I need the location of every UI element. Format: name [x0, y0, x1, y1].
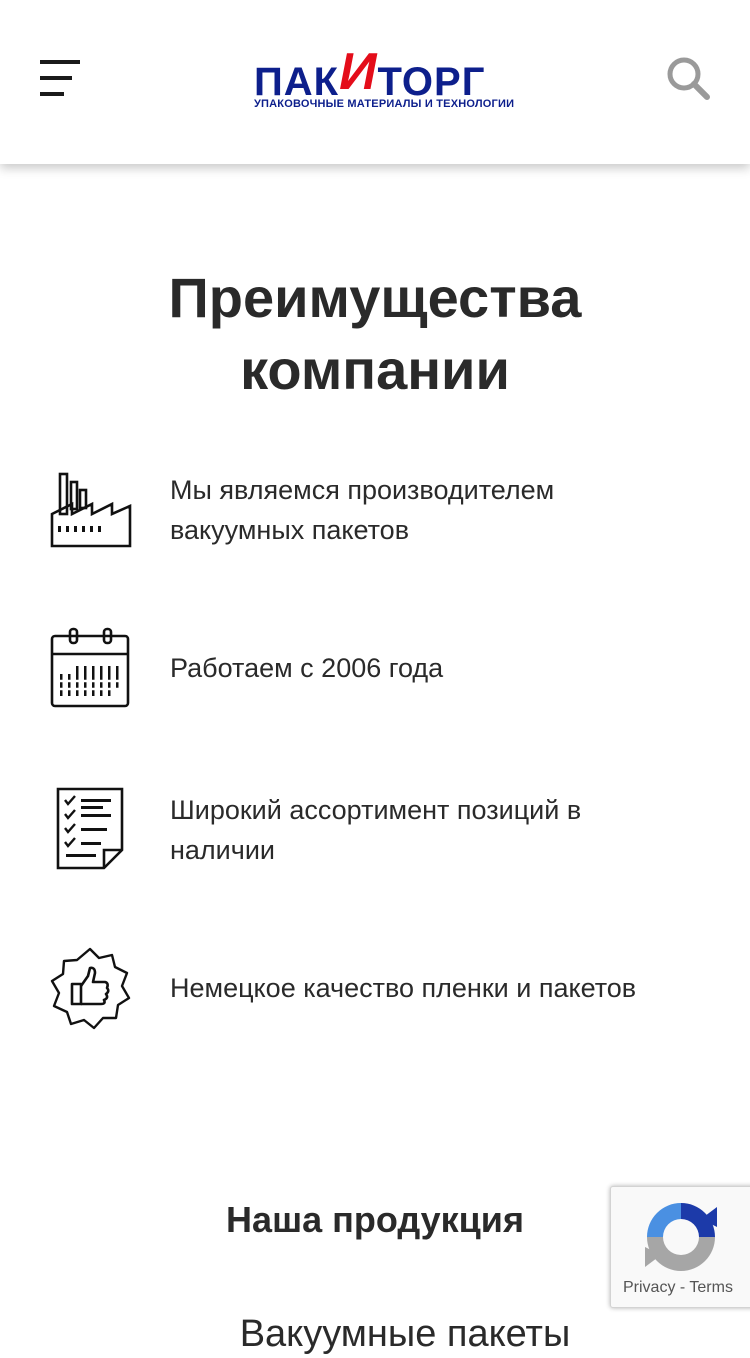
- logo-wordmark: ПАКИТОРГ: [254, 43, 486, 104]
- advantages-title: Преимущества компании: [168, 266, 582, 401]
- site-logo[interactable]: [254, 42, 515, 116]
- logo-tagline: УПАКОВОЧНЫЕ МАТЕРИАЛЫ И ТЕХНОЛОГИИ: [254, 98, 515, 110]
- calendar-icon: [48, 626, 132, 710]
- advantage-item: [0, 624, 750, 734]
- search-button[interactable]: [664, 54, 712, 102]
- advantage-text: Работаем с 2006 года: [170, 653, 444, 683]
- hamburger-menu-button[interactable]: [36, 56, 84, 100]
- advantage-text: Немецкое качество пленки и пакетов: [170, 973, 637, 1003]
- products-title: Наша продукция: [226, 1199, 524, 1240]
- recaptcha-links: [623, 1279, 733, 1297]
- search-icon: [664, 54, 712, 102]
- site-header: [0, 0, 750, 164]
- advantage-item: [0, 462, 750, 572]
- menu-line-top: [40, 60, 80, 64]
- recaptcha-badge[interactable]: [610, 1186, 750, 1308]
- thumbs-up-badge-icon: [48, 946, 132, 1030]
- menu-line-bottom: [40, 92, 64, 96]
- advantage-item: [0, 782, 750, 892]
- recaptcha-separator: -: [679, 1279, 686, 1296]
- advantage-text: Широкий ассортимент позиций в наличии: [170, 795, 582, 865]
- checklist-icon: [48, 786, 132, 870]
- menu-line-middle: [40, 76, 72, 80]
- recaptcha-terms-link[interactable]: Terms: [689, 1279, 733, 1296]
- advantage-text: Мы являемся производителем вакуумных пакетов: [170, 475, 555, 545]
- recaptcha-icon: [641, 1197, 721, 1277]
- recaptcha-privacy-link[interactable]: Privacy: [623, 1279, 676, 1296]
- factory-icon: [48, 468, 132, 552]
- product-item-vacuum-bags[interactable]: Вакуумные пакеты: [239, 1313, 571, 1355]
- advantage-item: [0, 944, 750, 1054]
